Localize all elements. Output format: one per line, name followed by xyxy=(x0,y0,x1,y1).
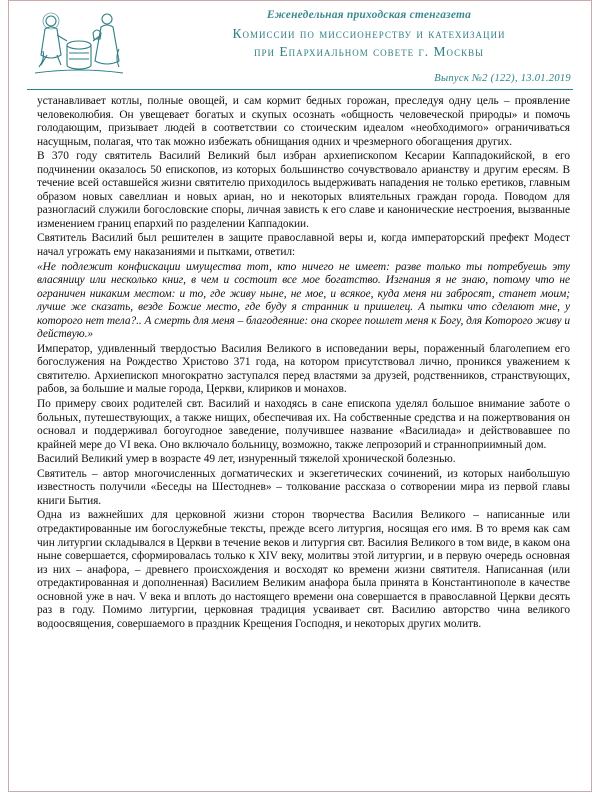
christ-samaritan-woman-illustration xyxy=(31,7,127,79)
quote-paragraph: «Не подлежит конфискации имущества тот, кто ничего не имеет: разве только ты потребуешь эту власяницу или несколько книг, в чем и состоит все мое богатство. Изгнания я не знаю, потому что не ограничен никаким местом: и то, где живу ныне, не мое, и всякое, куда меня ни забросят, станет моим; лучше же сказать, везде Божие место, где буду я странник и пришелец. А пытки что сделают мне, у которого нет тела?.. А смерть для меня – благодеяние: она скорее пошлет меня к Богу, для Которого живу и действую.» xyxy=(37,260,570,341)
masthead-titles xyxy=(159,9,579,61)
header-divider xyxy=(27,89,573,90)
commission-title: Комиссии по миссионерству и катехизации xyxy=(232,26,506,41)
page-frame xyxy=(8,0,592,792)
paragraph: Одна из важнейших для церковной жизни сторон творчества Василия Великого – написанные или отредактированные им богослужебные тексты, прежде всего литургия, носящая его имя. В то время как сам чин литургии складывался в Церкви в течение веков и литургия свт. Василия Великого в том виде, в каком она ныне совершается, сформировалась только к XIV веку, молитвы этой литургии, и в первую очередь основная из них – анафора, – древнего происхождения и восходят ко времени жизни святителя. Написанная (или отредактированная и дополненная) Василием Великим анафора была принята в Константинополе в качестве основной уже в нач. V века и вплоть до настоящего времени она совершается в православной Церкви десять раз в году. Помимо литургии, церковная традиция усваивает свт. Василию авторство чина великого водоосвящения, совершаемого в праздник Крещения Господня, и некоторых других молитв. xyxy=(37,509,570,630)
paragraph: Василий Великий умер в возрасте 49 лет, изнуренный тяжелой хронической болезнью. xyxy=(37,453,456,466)
paragraph: По примеру своих родителей свт. Василий и находясь в сане епископа уделял большое внимание заботе о больных, путешествующих, а также нищих, обеспечивая их. На собственные средства и на пожертвования он основал и поддерживал богоугодное заведение, получившее название «Василиада» и действовавшее по крайней мере до VI века. Оно включало больницу, возможно, также лепрозорий и странноприимный дом. xyxy=(37,398,570,451)
paragraph: Император, удивленный твердостью Василия Великого в исповедании веры, пораженный благолепием его богослужения на Рождество Христово 371 года, на котором присутствовал лично, проникся уважением к святителю. Архиепископ многократно заступался перед властями за друзей, родственников, странствующих, рабов, за большие и малые города, Церкви, клириков и монахов. xyxy=(37,342,570,396)
paragraph: Святитель – автор многочисленных догматических и экзегетических сочинений, из которых наибольшую известность получили «Беседы на Шестоднев» – толкование рассказа о сотворении мира из первой главы книги Бытия. xyxy=(37,467,570,507)
paragraph: Святитель Василий был решителен в защите православной веры и, когда императорский префект Модест начал угрожать ему наказаниями и пытками, ответил: xyxy=(37,232,570,259)
newspaper-supertitle: Еженедельная приходская стенгазета xyxy=(266,9,472,21)
paragraph: устанавливает котлы, полные овощей, и сам кормит бедных горожан, преследуя одну цель – проявление человеколюбия. Он увещевает богатых и скупых осознать «общность человеческой природы» и помочь голодающим, призывает людей в соответствии со стоическим идеалом «необходимого» ограничиваться насущным, полагая, что так можно избежать обнищания одних и чрезмерного обогащения других. xyxy=(37,95,570,148)
article-body xyxy=(37,95,570,632)
masthead-header xyxy=(9,1,591,97)
paragraph: В 370 году святитель Василий Великий был избран архиепископом Кесарии Каппадокийской, в его подчинении оказалось 50 епископов, из которых большинство сочувствовало арианству и другим ересям. В течение всей оставшейся жизни святителю приходилось выдерживать нападения не только еретиков, главным образом новых савеллиан и новых ариан, но и некоторых влиятельных граждан города. Поводом для разногласий служили богословские споры, личная зависть к его славе и канонические нестроения, вызванные изменением границ епархий по разделении Каппадокии. xyxy=(37,150,570,230)
issue-number: Выпуск №2 (122), 13.01.2019 xyxy=(434,73,571,84)
commission-subtitle: при Епархиальном совете г. Москвы xyxy=(254,44,484,59)
